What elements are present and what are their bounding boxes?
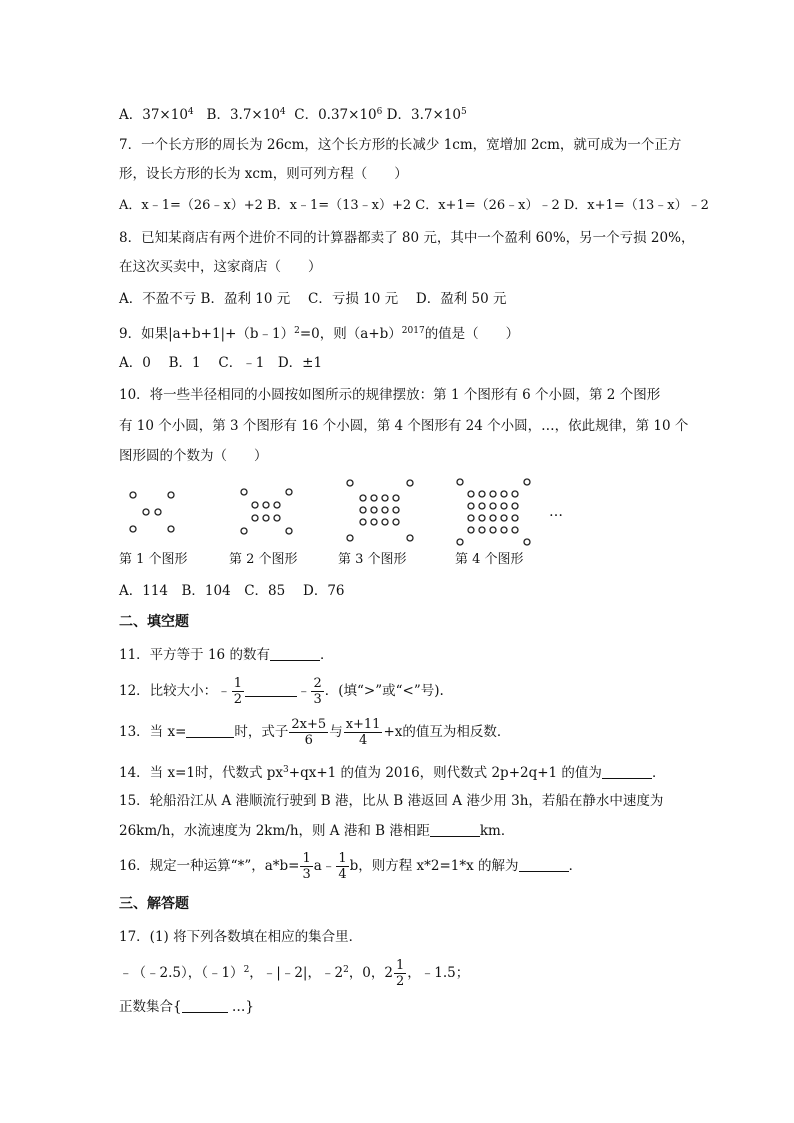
pattern-caption-4: 第 4 个图形 [455, 552, 524, 567]
q16-fraction-2-num: 1 [338, 851, 347, 866]
q11-answer-blank [270, 647, 320, 661]
q14-text-b: +qx+1 的值为 2016，则代数式 2p+2q+1 的值为 [288, 765, 602, 781]
q6-option-c: C．0.37×10 [294, 107, 377, 123]
q17-numbers-c: ，0，2 [348, 965, 393, 981]
q16-fraction-1-num: 1 [302, 851, 311, 866]
q6-option-d: D．3.7×10 [386, 107, 461, 123]
q17-numbers-a: ﹣（﹣2.5），（﹣1） [119, 965, 244, 981]
q9-stem-a: 9．如果|a+b+1|+（b﹣1） [119, 326, 295, 342]
q17-set-label: 正数集合{ [119, 999, 182, 1015]
q17-exponent-2: 2 [343, 965, 349, 975]
pattern-1 [130, 492, 174, 532]
q12-fraction-2-num: 2 [313, 676, 322, 691]
q17-numbers [119, 953, 469, 990]
q6-options [119, 103, 467, 124]
q12-fraction-1 [232, 676, 244, 707]
q17-exponent-1: 2 [243, 965, 250, 975]
q11-text: 11．平方等于 16 的数有 [119, 647, 270, 663]
q10-line3: 图形圆的个数为（ ） [119, 448, 268, 464]
pattern-4 [457, 479, 530, 545]
q8-line2: 在这次买卖中，这家商店（ ） [119, 259, 322, 275]
q12-prefix: 12．比较大小： [119, 683, 218, 699]
q13-fraction-2 [344, 717, 383, 748]
q15-line2 [119, 822, 514, 840]
q16-answer-blank [519, 858, 569, 872]
q13-yu: 与 [329, 724, 343, 740]
pattern-caption-2: 第 2 个图形 [229, 552, 298, 567]
q16-text-a: 16．规定一种运算“*”，a*b= [119, 858, 300, 874]
q12-fraction-1-den: 2 [233, 692, 242, 707]
q12 [119, 674, 444, 708]
q11 [119, 646, 333, 664]
q13 [119, 715, 510, 749]
q13-mid: 时，式子 [234, 724, 289, 740]
q16-text-c: b，则方程 x*2=1*x 的解为 [349, 858, 519, 874]
q17-mixed-num: 1 [396, 958, 405, 973]
q10-figure [119, 474, 569, 568]
q9-options: A．0 B．1 C．﹣1 D．±1 [119, 355, 323, 371]
q6-c-exponent: 6 [376, 107, 383, 117]
q10-options: A．114 B．104 C．85 D．76 [119, 583, 345, 599]
q17-line1: 17．(1) 将下列各数填在相应的集合里． [119, 929, 363, 945]
q14-text-a: 14．当 x=1时，代数式 px [119, 765, 284, 781]
pattern-ellipsis: … [549, 504, 563, 520]
q17-numbers-d: ，﹣1.5； [407, 965, 470, 981]
q17-mixed-den: 2 [396, 974, 405, 989]
q9-exponent-2: 2017 [401, 326, 425, 336]
q13-answer-blank [186, 724, 234, 738]
q12-fraction-1-num: 1 [233, 676, 242, 691]
q9-exponent-1: 2 [294, 326, 300, 336]
q13-fraction-1 [289, 717, 328, 748]
q17-set-blank [182, 999, 228, 1013]
q8-line1: 8．已知某商店有两个进价不同的计算器都卖了 80 元，其中一个盈利 60%，另一个亏损 20%， [119, 230, 695, 246]
q6-option-a: A．37×10 [119, 107, 188, 123]
q17-mixed-fraction [394, 958, 406, 989]
q7-line2: 形，设长方形的长为 xcm，则可列方程（ ） [119, 166, 408, 182]
section-heading-solve: 三、解答题 [119, 896, 189, 912]
q13-prefix: 13．当 x= [119, 724, 187, 740]
q13-suffix: +x的值互为相反数． [383, 724, 511, 740]
q9-stem-c: 的值是（ ） [424, 326, 520, 342]
q15-line2-a: 26km/h，水流速度为 2km/h，则 A 港和 B 港相距 [119, 823, 430, 839]
q7-line1: 7．一个长方形的周长为 26cm，这个长方形的长减少 1cm，宽增加 2cm，就可成为一个正方 [119, 137, 682, 153]
q9-stem-b: =0，则（a+b） [299, 326, 402, 342]
q12-sign-2: ﹣ [296, 683, 311, 699]
q17-positive-set [119, 998, 254, 1016]
q10-line2: 有 10 个小圆，第 3 个图形有 16 个小圆，第 4 个图形有 24 个小圆，…，依此规律，第 10 个 [119, 418, 689, 434]
q13-fraction-2-den: 4 [358, 733, 368, 748]
q14-answer-blank [602, 765, 652, 779]
q14 [119, 761, 665, 782]
q16-fraction-1 [300, 851, 312, 882]
pattern-3 [347, 480, 413, 541]
q16-fraction-2-den: 4 [338, 867, 347, 882]
q13-fraction-2-num: x+11 [345, 717, 381, 732]
q10-line1: 10．将一些半径相同的小圆按如图所示的规律摆放：第 1 个图形有 6 个小圆，第 2 个图形 [119, 387, 661, 403]
q16-fraction-1-den: 3 [302, 867, 311, 882]
q12-answer-blank [245, 683, 297, 697]
q6-option-b: B．3.7×10 [206, 107, 280, 123]
q13-fraction-1-num: 2x+5 [291, 717, 327, 732]
q9-stem [119, 322, 519, 343]
q7-options: A．x﹣1=（26﹣x）+2 B．x﹣1=（13﹣x）+2 C．x+1=（26﹣x）﹣2 D．x+1=（13﹣x）﹣2 [119, 198, 709, 213]
q16-end: ． [568, 858, 583, 874]
q6-d-exponent: 5 [460, 107, 467, 117]
q6-a-exponent: 4 [187, 107, 194, 117]
section-heading-fill-blank: 二、填空题 [119, 614, 189, 630]
pattern-caption-3: 第 3 个图形 [338, 552, 407, 567]
pattern-2 [241, 489, 292, 534]
q16 [119, 849, 582, 883]
q8-options: A．不盈不亏 B．盈利 10 元 C．亏损 10 元 D．盈利 50 元 [119, 291, 507, 307]
pattern-caption-1: 第 1 个图形 [119, 552, 188, 567]
q12-fraction-2-den: 3 [313, 692, 322, 707]
q12-suffix: ．(填“>”或“<”号). [324, 683, 444, 699]
q16-text-b: a﹣ [313, 858, 336, 874]
q17-set-end: …} [227, 999, 254, 1015]
q15-answer-blank [430, 823, 480, 837]
q14-exponent: 3 [283, 765, 289, 775]
q14-end: ． [651, 765, 666, 781]
q11-end: ． [319, 647, 334, 663]
q13-fraction-1-den: 6 [304, 733, 313, 748]
q6-b-exponent: 4 [279, 107, 286, 117]
q15-line2-b: km． [479, 823, 515, 839]
q15-line1: 15．轮船沿江从 A 港顺流行驶到 B 港，比从 B 港返回 A 港少用 3h，若船在静水中速度为 [119, 793, 664, 809]
q12-sign-1: ﹣ [217, 683, 231, 699]
q16-fraction-2 [336, 851, 348, 882]
q17-numbers-b: ，﹣|﹣2|，﹣2 [249, 965, 344, 981]
q12-fraction-2 [311, 676, 323, 707]
